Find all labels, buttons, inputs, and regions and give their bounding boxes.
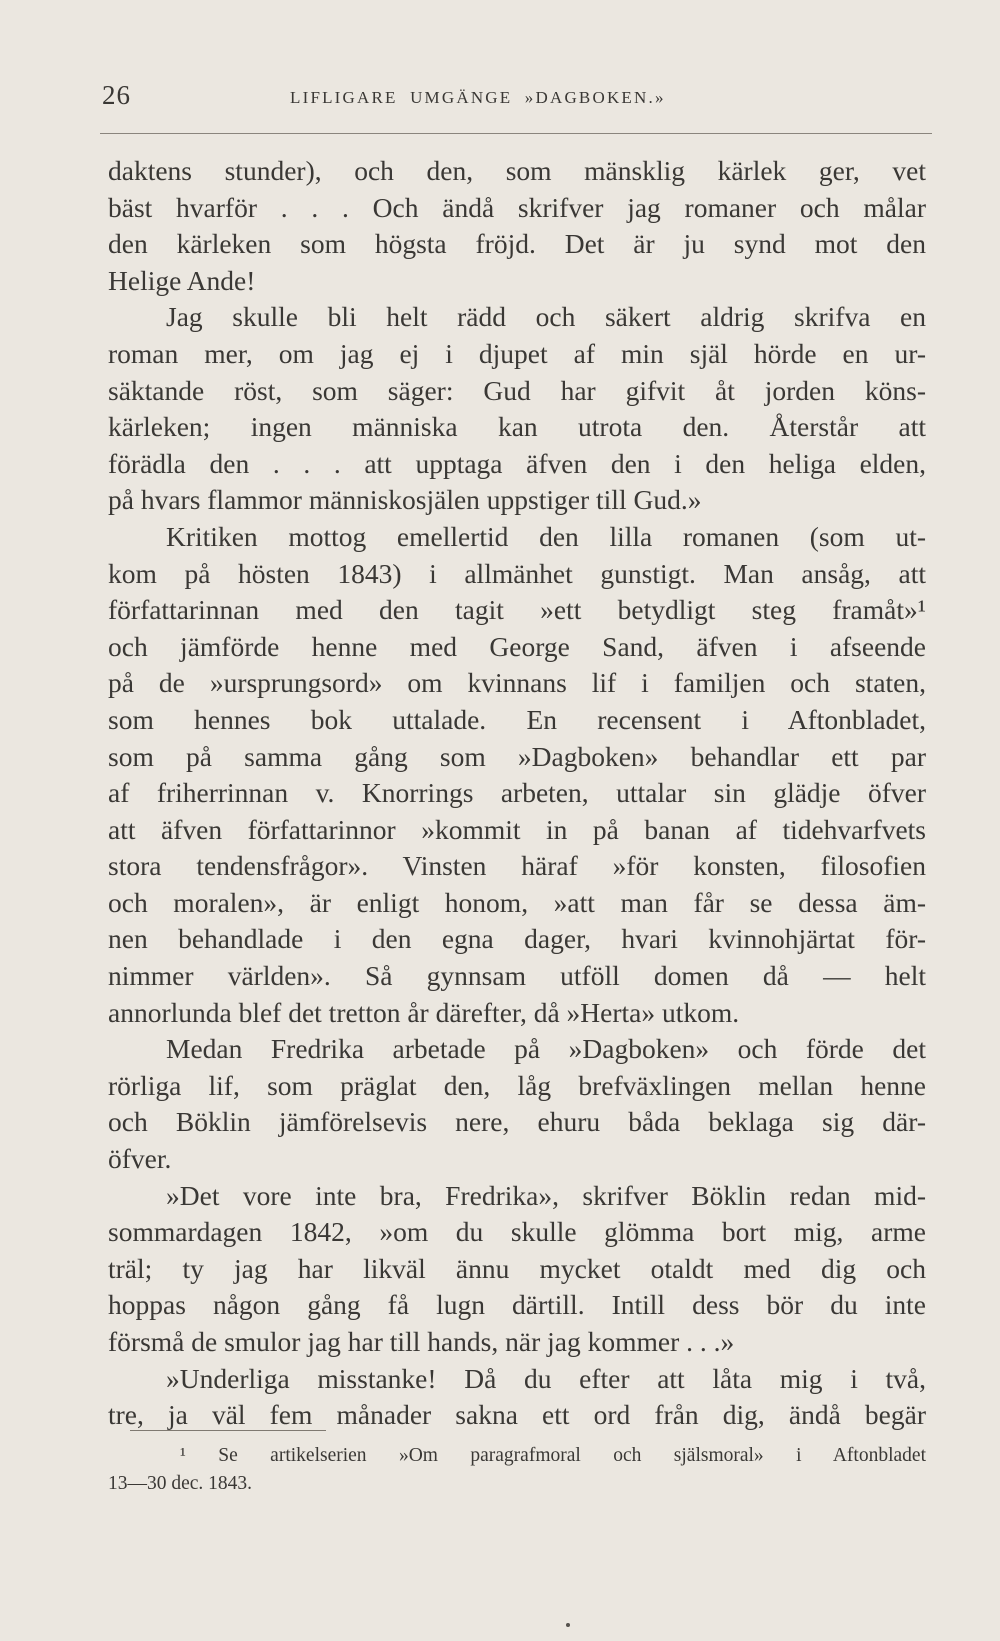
text-line: Helige Ande! <box>108 264 256 296</box>
text-line: Kritiken mottog emellertid den lilla romanen (som ut- <box>166 520 926 552</box>
running-head <box>100 80 932 116</box>
paper-speck <box>566 1623 570 1627</box>
text-line: som hennes bok uttalade. En recensent i Aftonbladet, <box>108 703 926 735</box>
text-line: försmå de smulor jag har till hands, när jag kommer . . .» <box>108 1326 735 1357</box>
text-line: bäst hvarför . . . Och ändå skrifver jag romaner och målar <box>108 191 926 223</box>
text-line: kärleken; ingen människa kan utrota den. Återstår att <box>108 411 926 443</box>
text-line: »Underliga misstanke! Då du efter att låta mig i två, <box>166 1362 926 1394</box>
text-line: författarinnan med den tagit »ett betydligt steg framåt»¹ <box>108 594 926 626</box>
footnote-line: 13—30 dec. 1843. <box>108 1473 253 1494</box>
footnotes <box>108 1442 926 1498</box>
text-line: och moralen», är enligt honom, »att man får se dessa äm- <box>108 886 926 918</box>
text-line: Jag skulle bli helt rädd och säkert aldrig skrifva en <box>166 301 926 333</box>
text-line: kom på hösten 1843) i allmänhet gunstigt. Man ansåg, att <box>108 557 926 589</box>
text-line: öfver. <box>108 1143 172 1175</box>
text-line: säktande röst, som säger: Gud har gifvit åt jorden köns- <box>108 374 926 406</box>
text-line: och jämförde henne med George Sand, äfven i afseende <box>108 630 926 662</box>
text-line: rörliga lif, som präglat den, låg brefväxlingen mellan henne <box>108 1069 926 1101</box>
text-line: träl; ty jag har likväl ännu mycket otaldt med dig och <box>108 1252 926 1284</box>
text-line: hoppas någon gång få lugn därtill. Intill dess bör du inte <box>108 1289 926 1321</box>
text-line: nen behandlade i den egna dager, hvari kvinnohjärtat för- <box>108 923 926 955</box>
text-line: sommardagen 1842, »om du skulle glömma bort mig, arme <box>108 1216 926 1248</box>
text-line: annorlunda blef det tretton år därefter, då »Herta» utkom. <box>108 996 740 1028</box>
text-line: den kärleken som högsta fröjd. Det är ju synd mot den <box>108 228 926 260</box>
text-line: förädla den . . . att upptaga äfven den i den heliga elden, <box>108 447 926 479</box>
header-rule <box>100 133 932 134</box>
text-line: tre, ja väl fem månader sakna ett ord från dig, ändå begär <box>108 1399 926 1431</box>
text-line: på de »ursprungsord» om kvinnans lif i familjen och staten, <box>108 667 926 699</box>
text-line: Medan Fredrika arbetade på »Dagboken» och förde det <box>166 1033 926 1065</box>
text-line: »Det vore inte bra, Fredrika», skrifver Böklin redan mid- <box>166 1179 926 1211</box>
text-line: daktens stunder), och den, som mänsklig kärlek ger, vet <box>108 155 926 186</box>
text-line: af friherrinnan v. Knorrings arbeten, uttalar sin glädje öfver <box>108 777 926 809</box>
text-line: stora tendensfrågor». Vinsten häraf »för konsten, filosofien <box>108 850 926 882</box>
text-line: och Böklin jämförelsevis nere, ehuru båda beklaga sig där- <box>108 1106 926 1138</box>
text-line: roman mer, om jag ej i djupet af min själ hörde en ur- <box>108 337 926 369</box>
running-title: LIFLIGARE UMGÄNGE »DAGBOKEN.» <box>290 88 666 107</box>
text-line: att äfven författarinnor »kommit in på banan af tidehvarfvets <box>108 813 926 845</box>
text-line: som på samma gång som »Dagboken» behandlar ett par <box>108 740 926 772</box>
text-line: på hvars flammor människosjälen uppstiger till Gud.» <box>108 484 702 516</box>
footnote-rule <box>130 1430 326 1431</box>
page-number: 26 <box>102 80 131 110</box>
text-line: nimmer världen». Så gynnsam utföll domen då — helt <box>108 960 926 992</box>
footnote-line: ¹ Se artikelserien »Om paragrafmoral och själsmoral» i Aftonbladet <box>180 1445 926 1466</box>
body-text <box>108 153 926 1434</box>
